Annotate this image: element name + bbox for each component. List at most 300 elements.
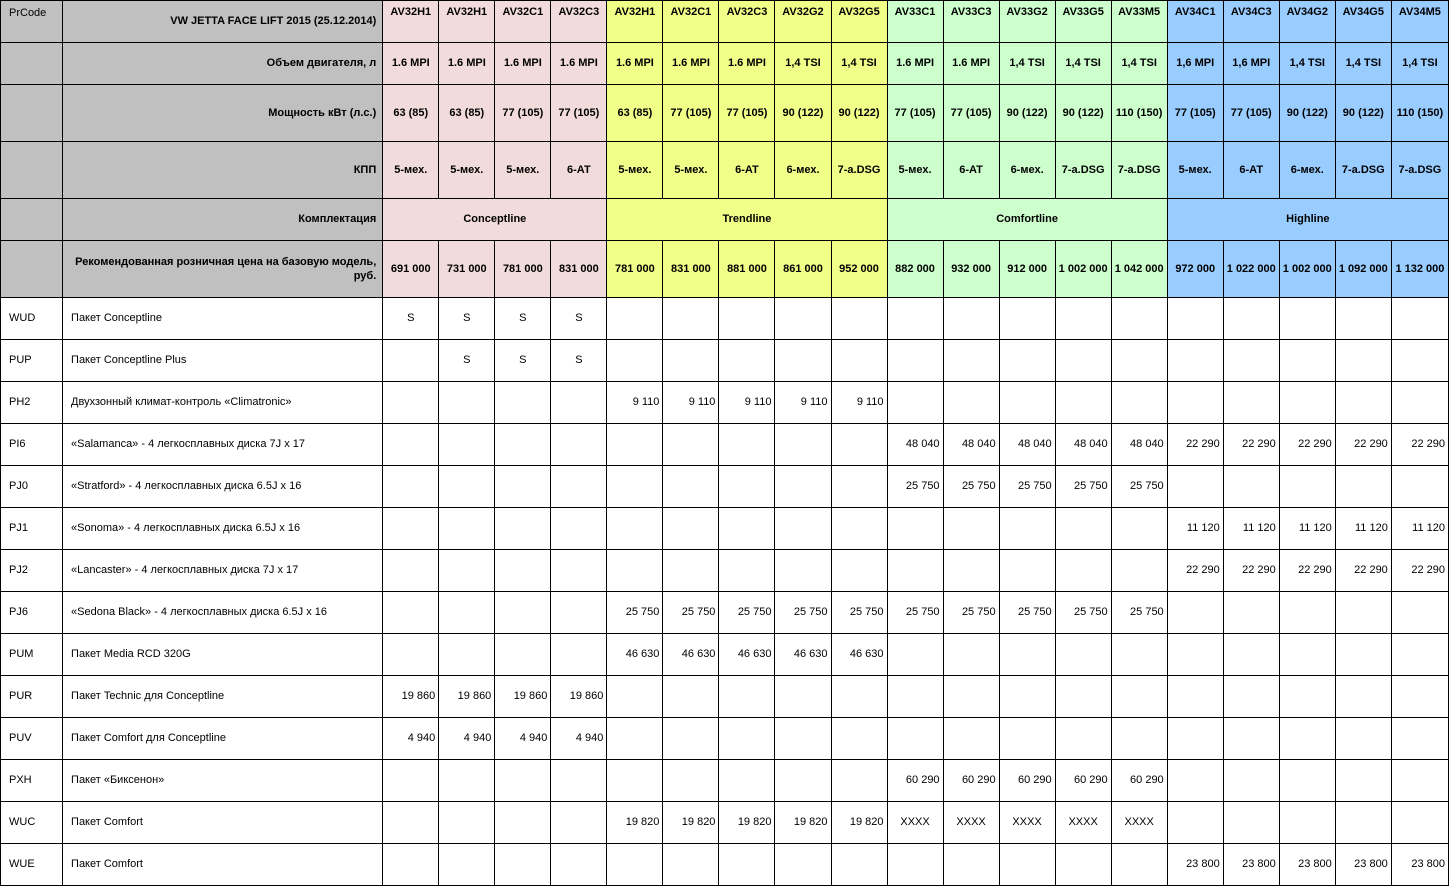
option-price-cell: 9 110 — [607, 382, 663, 424]
option-price-cell — [1055, 676, 1111, 718]
option-price-cell: 60 290 — [943, 760, 999, 802]
option-price-cell — [1167, 718, 1223, 760]
option-code: PJ1 — [1, 508, 63, 550]
option-price-cell: 22 290 — [1335, 550, 1391, 592]
option-price-cell — [775, 340, 831, 382]
option-price-cell — [551, 760, 607, 802]
option-name: Пакет Comfort для Conceptline — [63, 718, 383, 760]
power-value: 77 (105) — [887, 85, 943, 142]
option-price-cell — [887, 298, 943, 340]
option-price-cell — [1055, 508, 1111, 550]
option-price-cell: 25 750 — [887, 466, 943, 508]
option-price-cell: S — [439, 340, 495, 382]
option-price-cell: 46 630 — [663, 634, 719, 676]
option-price-cell — [663, 844, 719, 886]
engine-value: 1.6 MPI — [607, 43, 663, 85]
option-price-cell: 22 290 — [1335, 424, 1391, 466]
option-price-cell — [495, 802, 551, 844]
power-value: 110 (150) — [1391, 85, 1448, 142]
gearbox-value: 5-мех. — [607, 142, 663, 199]
option-price-cell: 25 750 — [1055, 466, 1111, 508]
option-code: PH2 — [1, 382, 63, 424]
option-price-cell — [887, 634, 943, 676]
engine-value: 1.6 MPI — [439, 43, 495, 85]
option-price-cell — [607, 466, 663, 508]
option-price-cell: S — [439, 298, 495, 340]
option-price-cell — [551, 592, 607, 634]
option-code: PI6 — [1, 424, 63, 466]
option-price-cell: 4 940 — [551, 718, 607, 760]
price-value: 1 092 000 — [1335, 241, 1391, 298]
option-code: PJ6 — [1, 592, 63, 634]
power-value: 77 (105) — [1223, 85, 1279, 142]
model-code: AV34G2 — [1279, 1, 1335, 43]
option-price-cell — [1391, 760, 1448, 802]
option-price-cell — [383, 592, 439, 634]
option-price-cell: 11 120 — [1279, 508, 1335, 550]
option-price-cell — [383, 382, 439, 424]
option-price-cell — [1111, 718, 1167, 760]
trim-comfortline: Comfortline — [887, 199, 1167, 241]
gearbox-value: 6-AT — [719, 142, 775, 199]
option-price-cell — [831, 340, 887, 382]
power-value: 63 (85) — [607, 85, 663, 142]
row-label-gearbox: КПП — [63, 142, 383, 199]
option-price-cell: 23 800 — [1335, 844, 1391, 886]
power-value: 110 (150) — [1111, 85, 1167, 142]
option-price-cell — [719, 340, 775, 382]
option-price-cell — [1111, 676, 1167, 718]
option-price-cell: 19 820 — [663, 802, 719, 844]
option-code: WUD — [1, 298, 63, 340]
engine-value: 1,4 TSI — [1055, 43, 1111, 85]
option-price-cell — [383, 844, 439, 886]
power-value: 90 (122) — [1279, 85, 1335, 142]
option-price-cell — [551, 466, 607, 508]
option-price-cell: 9 110 — [663, 382, 719, 424]
option-price-cell — [439, 424, 495, 466]
option-price-cell — [1055, 550, 1111, 592]
gearbox-value: 7-а.DSG — [831, 142, 887, 199]
option-name: Пакет Technic для Conceptline — [63, 676, 383, 718]
option-price-cell — [943, 382, 999, 424]
option-price-cell — [1279, 340, 1335, 382]
power-value: 77 (105) — [551, 85, 607, 142]
option-price-cell — [887, 382, 943, 424]
option-price-cell: 60 290 — [1055, 760, 1111, 802]
engine-value: 1,4 TSI — [1335, 43, 1391, 85]
prcode-header-blank — [1, 241, 63, 298]
option-price-cell — [775, 844, 831, 886]
option-price-cell: 19 820 — [719, 802, 775, 844]
option-price-cell — [943, 676, 999, 718]
power-value: 90 (122) — [775, 85, 831, 142]
option-price-cell: 11 120 — [1391, 508, 1448, 550]
option-price-cell — [1279, 466, 1335, 508]
engine-value: 1.6 MPI — [495, 43, 551, 85]
option-price-cell: XXXX — [1111, 802, 1167, 844]
option-price-cell — [1223, 802, 1279, 844]
power-value: 77 (105) — [1167, 85, 1223, 142]
option-row — [1, 424, 1449, 466]
option-price-cell — [1055, 340, 1111, 382]
option-price-cell — [1391, 592, 1448, 634]
option-price-cell — [719, 550, 775, 592]
option-price-cell: 9 110 — [775, 382, 831, 424]
row-label-power: Мощность кВт (л.с.) — [63, 85, 383, 142]
trim-trendline: Trendline — [607, 199, 887, 241]
option-price-cell — [663, 340, 719, 382]
option-price-cell — [607, 844, 663, 886]
option-price-cell — [831, 424, 887, 466]
option-price-cell — [1223, 466, 1279, 508]
power-value: 77 (105) — [495, 85, 551, 142]
option-row — [1, 718, 1449, 760]
option-price-cell — [439, 760, 495, 802]
option-price-cell — [607, 424, 663, 466]
option-price-cell — [719, 466, 775, 508]
option-price-cell — [775, 508, 831, 550]
header-row-trims — [1, 199, 1449, 241]
option-price-cell — [439, 466, 495, 508]
option-price-cell — [1391, 298, 1448, 340]
option-name: «Salamanca» - 4 легкосплавных диска 7J x 17 — [63, 424, 383, 466]
gearbox-value: 7-а.DSG — [1111, 142, 1167, 199]
price-value: 1 132 000 — [1391, 241, 1448, 298]
option-price-cell — [1223, 298, 1279, 340]
option-price-cell: 46 630 — [775, 634, 831, 676]
model-code: AV33G5 — [1055, 1, 1111, 43]
gearbox-value: 7-а.DSG — [1335, 142, 1391, 199]
option-price-cell: 23 800 — [1391, 844, 1448, 886]
option-price-cell — [495, 844, 551, 886]
option-price-cell: 60 290 — [1111, 760, 1167, 802]
price-value: 1 002 000 — [1279, 241, 1335, 298]
option-price-cell — [887, 676, 943, 718]
power-value: 90 (122) — [1335, 85, 1391, 142]
option-price-cell — [943, 340, 999, 382]
power-value: 77 (105) — [719, 85, 775, 142]
model-code: AV33C1 — [887, 1, 943, 43]
power-value: 90 (122) — [831, 85, 887, 142]
option-price-cell — [383, 634, 439, 676]
option-price-cell: 19 860 — [495, 676, 551, 718]
option-price-cell — [1111, 340, 1167, 382]
option-price-cell: 11 120 — [1223, 508, 1279, 550]
option-price-cell: 19 820 — [775, 802, 831, 844]
option-price-cell — [1335, 340, 1391, 382]
option-price-cell — [1391, 676, 1448, 718]
model-code: AV34G5 — [1335, 1, 1391, 43]
option-price-cell — [1223, 382, 1279, 424]
option-price-cell — [831, 844, 887, 886]
option-price-cell — [1223, 676, 1279, 718]
option-price-cell — [999, 550, 1055, 592]
option-name: Пакет «Биксенон» — [63, 760, 383, 802]
price-value: 1 042 000 — [1111, 241, 1167, 298]
option-code: PUP — [1, 340, 63, 382]
option-price-cell — [439, 550, 495, 592]
option-price-cell: S — [495, 340, 551, 382]
option-price-cell — [1167, 298, 1223, 340]
option-price-cell — [383, 340, 439, 382]
option-name: «Sonoma» - 4 легкосплавных диска 6.5J x 16 — [63, 508, 383, 550]
option-price-cell — [719, 718, 775, 760]
option-price-cell — [663, 298, 719, 340]
option-price-cell — [663, 718, 719, 760]
option-name: Пакет Conceptline — [63, 298, 383, 340]
engine-value: 1.6 MPI — [887, 43, 943, 85]
option-price-cell — [1279, 718, 1335, 760]
option-name: Пакет Conceptline Plus — [63, 340, 383, 382]
power-value: 77 (105) — [663, 85, 719, 142]
option-price-cell: 25 750 — [887, 592, 943, 634]
option-row — [1, 340, 1449, 382]
price-value: 781 000 — [495, 241, 551, 298]
option-price-cell — [1111, 550, 1167, 592]
option-price-cell — [1055, 844, 1111, 886]
option-price-cell — [831, 760, 887, 802]
option-price-cell — [943, 844, 999, 886]
engine-value: 1,4 TSI — [999, 43, 1055, 85]
option-price-cell: 46 630 — [831, 634, 887, 676]
option-price-cell — [831, 508, 887, 550]
option-price-cell: 25 750 — [831, 592, 887, 634]
option-price-cell — [1279, 634, 1335, 676]
option-price-cell — [607, 760, 663, 802]
model-code: AV32C1 — [663, 1, 719, 43]
option-price-cell — [551, 802, 607, 844]
option-code: WUC — [1, 802, 63, 844]
option-price-cell — [495, 508, 551, 550]
option-price-cell — [719, 760, 775, 802]
option-price-cell — [1335, 466, 1391, 508]
prcode-header-blank — [1, 199, 63, 241]
option-code: PUM — [1, 634, 63, 676]
option-price-cell: 60 290 — [999, 760, 1055, 802]
option-code: PJ0 — [1, 466, 63, 508]
option-price-cell — [1167, 676, 1223, 718]
option-price-cell — [551, 550, 607, 592]
option-price-cell: 60 290 — [887, 760, 943, 802]
option-price-cell — [439, 634, 495, 676]
option-price-cell: 19 820 — [831, 802, 887, 844]
gearbox-value: 5-мех. — [1167, 142, 1223, 199]
option-price-cell — [775, 718, 831, 760]
engine-value: 1,4 TSI — [1279, 43, 1335, 85]
option-price-cell — [999, 298, 1055, 340]
option-price-cell — [775, 424, 831, 466]
option-price-cell — [383, 424, 439, 466]
option-price-cell: XXXX — [1055, 802, 1111, 844]
option-price-cell: 22 290 — [1223, 424, 1279, 466]
power-value: 77 (105) — [943, 85, 999, 142]
header-row-models — [1, 1, 1449, 43]
option-price-cell — [1167, 382, 1223, 424]
engine-value: 1.6 MPI — [551, 43, 607, 85]
option-price-cell — [1279, 592, 1335, 634]
option-price-cell — [1335, 718, 1391, 760]
option-price-cell — [1391, 340, 1448, 382]
price-value: 912 000 — [999, 241, 1055, 298]
option-price-cell: 48 040 — [1111, 424, 1167, 466]
option-price-cell — [551, 424, 607, 466]
option-price-cell: 25 750 — [943, 592, 999, 634]
option-price-cell: 25 750 — [1111, 592, 1167, 634]
option-price-cell — [607, 550, 663, 592]
option-price-cell — [495, 550, 551, 592]
option-price-cell — [887, 718, 943, 760]
engine-value: 1,6 MPI — [1167, 43, 1223, 85]
price-value: 831 000 — [663, 241, 719, 298]
option-row — [1, 760, 1449, 802]
gearbox-value: 6-AT — [1223, 142, 1279, 199]
option-price-cell: 22 290 — [1391, 424, 1448, 466]
option-price-cell — [1167, 634, 1223, 676]
price-value: 952 000 — [831, 241, 887, 298]
option-price-cell — [663, 676, 719, 718]
option-price-cell: 4 940 — [439, 718, 495, 760]
option-price-cell — [999, 676, 1055, 718]
option-price-cell: 19 820 — [607, 802, 663, 844]
model-code: AV34M5 — [1391, 1, 1448, 43]
engine-value: 1,4 TSI — [775, 43, 831, 85]
price-value: 831 000 — [551, 241, 607, 298]
option-price-cell: 22 290 — [1223, 550, 1279, 592]
option-price-cell: 19 860 — [551, 676, 607, 718]
option-price-cell — [663, 760, 719, 802]
price-value: 1 002 000 — [1055, 241, 1111, 298]
option-price-cell — [495, 592, 551, 634]
gearbox-value: 5-мех. — [383, 142, 439, 199]
gearbox-value: 5-мех. — [663, 142, 719, 199]
option-price-cell: S — [495, 298, 551, 340]
option-row — [1, 844, 1449, 886]
option-price-cell — [1335, 382, 1391, 424]
option-price-cell — [439, 382, 495, 424]
option-price-cell — [775, 466, 831, 508]
option-row — [1, 802, 1449, 844]
option-price-cell — [1391, 634, 1448, 676]
option-price-cell — [831, 676, 887, 718]
option-price-cell — [1167, 466, 1223, 508]
option-code: PUV — [1, 718, 63, 760]
option-price-cell — [887, 844, 943, 886]
option-price-cell — [1335, 760, 1391, 802]
option-price-cell — [495, 466, 551, 508]
trim-highline: Highline — [1167, 199, 1448, 241]
trim-conceptline: Conceptline — [383, 199, 607, 241]
option-code: WUE — [1, 844, 63, 886]
gearbox-value: 6-мех. — [999, 142, 1055, 199]
price-value: 731 000 — [439, 241, 495, 298]
option-price-cell — [439, 508, 495, 550]
option-price-cell — [495, 382, 551, 424]
option-price-cell: 23 800 — [1279, 844, 1335, 886]
option-price-cell — [1167, 592, 1223, 634]
option-price-cell — [887, 550, 943, 592]
gearbox-value: 5-мех. — [439, 142, 495, 199]
option-price-cell — [1391, 718, 1448, 760]
model-code: AV32C3 — [719, 1, 775, 43]
engine-value: 1,6 MPI — [1223, 43, 1279, 85]
option-price-cell — [383, 466, 439, 508]
option-price-cell: 4 940 — [495, 718, 551, 760]
option-price-cell — [607, 340, 663, 382]
option-price-cell: 48 040 — [887, 424, 943, 466]
option-price-cell — [1279, 760, 1335, 802]
option-price-cell — [1391, 802, 1448, 844]
gearbox-value: 6-мех. — [775, 142, 831, 199]
option-price-cell: 9 110 — [831, 382, 887, 424]
option-price-cell — [1279, 298, 1335, 340]
option-price-cell — [1279, 676, 1335, 718]
option-name: Двухзонный климат-контроль «Climatronic» — [63, 382, 383, 424]
power-value: 63 (85) — [383, 85, 439, 142]
model-code: AV32H1 — [439, 1, 495, 43]
option-price-cell: 25 750 — [663, 592, 719, 634]
option-price-cell — [383, 508, 439, 550]
price-value: 882 000 — [887, 241, 943, 298]
option-price-cell — [663, 508, 719, 550]
option-price-cell — [831, 466, 887, 508]
power-value: 90 (122) — [1055, 85, 1111, 142]
option-code: PJ2 — [1, 550, 63, 592]
option-name: Пакет Comfort — [63, 802, 383, 844]
option-price-cell — [495, 760, 551, 802]
option-price-cell — [439, 844, 495, 886]
option-price-cell — [1223, 718, 1279, 760]
option-price-cell — [887, 508, 943, 550]
option-price-cell — [495, 424, 551, 466]
model-code: AV34C1 — [1167, 1, 1223, 43]
option-price-cell — [719, 508, 775, 550]
option-price-cell — [719, 424, 775, 466]
option-price-cell: 25 750 — [607, 592, 663, 634]
option-price-cell: 22 290 — [1391, 550, 1448, 592]
model-code: AV32H1 — [607, 1, 663, 43]
gearbox-value: 5-мех. — [887, 142, 943, 199]
option-price-cell: 4 940 — [383, 718, 439, 760]
header-row-engines — [1, 43, 1449, 85]
price-value: 861 000 — [775, 241, 831, 298]
option-price-cell — [663, 424, 719, 466]
option-price-cell: 25 750 — [719, 592, 775, 634]
option-price-cell — [1223, 634, 1279, 676]
model-code: AV33C3 — [943, 1, 999, 43]
model-code: AV32G2 — [775, 1, 831, 43]
option-price-cell: XXXX — [999, 802, 1055, 844]
model-code: AV32C1 — [495, 1, 551, 43]
option-price-cell — [999, 718, 1055, 760]
option-price-cell — [1279, 802, 1335, 844]
option-price-cell — [1335, 676, 1391, 718]
option-price-cell — [831, 550, 887, 592]
option-price-cell — [999, 382, 1055, 424]
option-price-cell: 48 040 — [999, 424, 1055, 466]
option-price-cell — [383, 550, 439, 592]
option-price-cell: 25 750 — [943, 466, 999, 508]
engine-value: 1,4 TSI — [1111, 43, 1167, 85]
option-price-cell — [831, 718, 887, 760]
option-price-cell — [1167, 760, 1223, 802]
option-code: PXH — [1, 760, 63, 802]
option-name: «Stratford» - 4 легкосплавных диска 6.5J x 16 — [63, 466, 383, 508]
option-row — [1, 298, 1449, 340]
option-price-cell: 19 860 — [383, 676, 439, 718]
model-code: AV32H1 — [383, 1, 439, 43]
prcode-header-blank — [1, 142, 63, 199]
